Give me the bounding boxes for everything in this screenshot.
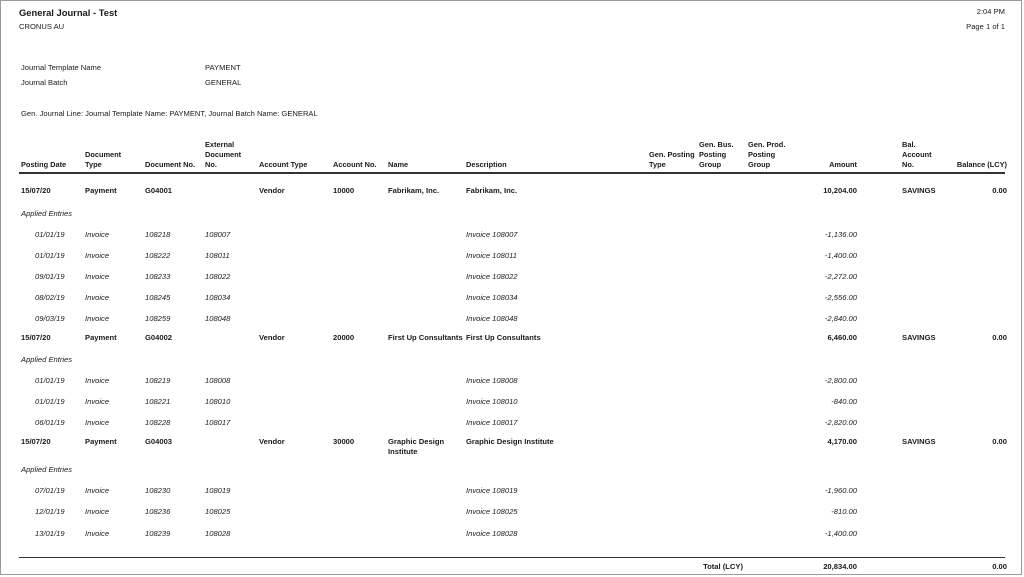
template-label: Journal Template Name [21, 63, 102, 72]
description: Graphic Design Institute [466, 437, 554, 446]
filter-text: Gen. Journal Line: Journal Template Name: PAYMENT, Journal Batch Name: GENERAL [21, 109, 318, 118]
entry-description: Invoice 108017 [466, 418, 518, 427]
balance-lcy: 0.00 [992, 333, 1007, 342]
entry-amount: -2,820.00 [824, 418, 857, 427]
entry-date: 07/01/19 [35, 486, 65, 495]
bal-account-no: SAVINGS [902, 186, 936, 195]
entry-ext-no: 108034 [205, 293, 231, 302]
entry-ext-no: 108010 [205, 397, 231, 406]
col-balance-lcy: Balance (LCY) [956, 160, 1007, 169]
entry-amount: -2,840.00 [824, 314, 857, 323]
entry-doc-type: Invoice [85, 376, 110, 385]
page-number: Page 1 of 1 [966, 22, 1005, 31]
entry-ext-no: 108019 [205, 486, 231, 495]
table-row [1, 186, 1023, 198]
entry-ext-no: 108025 [205, 507, 231, 516]
total-balance: 0.00 [992, 562, 1007, 571]
table-row [1, 251, 1023, 263]
entry-date: 01/01/19 [35, 251, 65, 260]
col-account-type: Account Type [259, 160, 308, 169]
entry-ext-no: 108028 [205, 529, 231, 538]
entry-amount: -1,400.00 [824, 251, 857, 260]
document-no: G04001 [145, 186, 173, 195]
col-gen-prod-posting-group: Gen. Prod. Posting Group [748, 140, 786, 169]
entry-doc-no: 108233 [145, 272, 171, 281]
document-type: Payment [85, 333, 117, 342]
entry-description: Invoice 108011 [466, 251, 517, 260]
entry-doc-type: Invoice [85, 486, 110, 495]
document-type: Payment [85, 437, 117, 446]
batch-value: GENERAL [205, 78, 242, 87]
col-posting-date: Posting Date [21, 160, 67, 169]
entry-ext-no: 108007 [205, 230, 231, 239]
entry-ext-no: 108022 [205, 272, 231, 281]
col-account-no: Account No. [333, 160, 377, 169]
entry-description: Invoice 108025 [466, 507, 518, 516]
entry-date: 01/01/19 [35, 230, 65, 239]
table-row [1, 529, 1023, 541]
bal-account-no: SAVINGS [902, 333, 936, 342]
entry-doc-no: 108236 [145, 507, 171, 516]
entry-description: Invoice 108022 [466, 272, 518, 281]
entry-description: Invoice 108028 [466, 529, 518, 538]
entry-description: Invoice 108007 [466, 230, 518, 239]
entry-amount: -2,272.00 [824, 272, 857, 281]
entry-doc-no: 108221 [145, 397, 171, 406]
entry-date: 01/01/19 [35, 376, 65, 385]
entry-amount: -2,800.00 [824, 376, 857, 385]
entry-amount: -1,400.00 [824, 529, 857, 538]
table-row [1, 397, 1023, 409]
entry-doc-no: 108218 [145, 230, 171, 239]
total-row [1, 562, 1023, 574]
entry-doc-type: Invoice [85, 293, 110, 302]
entry-doc-type: Invoice [85, 507, 110, 516]
entry-doc-no: 108230 [145, 486, 171, 495]
table-row [1, 437, 1023, 456]
entry-doc-type: Invoice [85, 397, 110, 406]
table-row [1, 333, 1023, 345]
entry-amount: -810.00 [831, 507, 857, 516]
col-gen-posting-type: Gen. Posting Type [649, 150, 695, 169]
col-document-no: Document No. [145, 160, 196, 169]
entry-description: Invoice 108048 [466, 314, 518, 323]
entry-amount: -1,960.00 [824, 486, 857, 495]
name: Graphic Design Institute [388, 437, 445, 456]
posting-date: 15/07/20 [21, 186, 51, 195]
report-title: General Journal - Test [19, 7, 118, 18]
company-name: CRONUS AU [19, 22, 65, 31]
entry-description: Invoice 108019 [466, 486, 518, 495]
table-row [1, 314, 1023, 326]
balance-lcy: 0.00 [992, 186, 1007, 195]
applied-entries-label: Applied Entries [21, 355, 73, 364]
entry-doc-no: 108245 [145, 293, 171, 302]
entry-ext-no: 108048 [205, 314, 231, 323]
table-row [1, 507, 1023, 519]
balance-lcy: 0.00 [992, 437, 1007, 446]
description: Fabrikam, Inc. [466, 186, 518, 195]
posting-date: 15/07/20 [21, 333, 51, 342]
entry-doc-no: 108219 [145, 376, 171, 385]
entry-ext-no: 108011 [205, 251, 230, 260]
total-label: Total (LCY) [703, 562, 743, 571]
entry-doc-type: Invoice [85, 251, 110, 260]
table-row [1, 418, 1023, 430]
entry-description: Invoice 108034 [466, 293, 518, 302]
entry-ext-no: 108017 [205, 418, 231, 427]
entry-date: 09/01/19 [35, 272, 65, 281]
applied-entries-label: Applied Entries [21, 209, 73, 218]
name: First Up Consultants [388, 333, 463, 342]
entry-date: 08/02/19 [35, 293, 65, 302]
account-no: 20000 [333, 333, 355, 342]
entry-amount: -1,136.00 [824, 230, 857, 239]
entry-doc-type: Invoice [85, 529, 110, 538]
entry-doc-type: Invoice [85, 314, 110, 323]
entry-amount: -840.00 [831, 397, 857, 406]
table-row [1, 486, 1023, 498]
entry-doc-no: 108228 [145, 418, 171, 427]
entry-doc-type: Invoice [85, 418, 110, 427]
name: Fabrikam, Inc. [388, 186, 440, 195]
entry-date: 09/03/19 [35, 314, 65, 323]
template-value: PAYMENT [205, 63, 241, 72]
posting-date: 15/07/20 [21, 437, 51, 446]
report-time: 2:04 PM [976, 7, 1005, 16]
entry-date: 01/01/19 [35, 397, 65, 406]
amount: 6,460.00 [827, 333, 857, 342]
total-amount: 20,834.00 [823, 562, 857, 571]
entry-doc-no: 108259 [145, 314, 171, 323]
col-description: Description [466, 160, 507, 169]
document-no: G04003 [145, 437, 173, 446]
entry-description: Invoice 108008 [466, 376, 518, 385]
entry-doc-no: 108239 [145, 529, 171, 538]
col-document-type: Document Type [85, 150, 122, 169]
account-no: 10000 [333, 186, 355, 195]
applied-entries-label: Applied Entries [21, 465, 73, 474]
entry-description: Invoice 108010 [466, 397, 518, 406]
batch-label: Journal Batch [21, 78, 68, 87]
entry-amount: -2,556.00 [824, 293, 857, 302]
col-gen-bus-posting-group: Gen. Bus. Posting Group [699, 140, 734, 169]
bal-account-no: SAVINGS [902, 437, 936, 446]
col-external-document-no: External Document No. [205, 140, 242, 169]
col-amount: Amount [829, 160, 857, 169]
document-type: Payment [85, 186, 117, 195]
amount: 4,170.00 [827, 437, 857, 446]
header-rule [19, 172, 1005, 174]
entry-ext-no: 108008 [205, 376, 231, 385]
entry-date: 13/01/19 [35, 529, 65, 538]
account-type: Vendor [259, 333, 285, 342]
account-type: Vendor [259, 186, 285, 195]
table-row [1, 376, 1023, 388]
total-rule [19, 557, 1005, 558]
entry-date: 12/01/19 [35, 507, 65, 516]
amount: 10,204.00 [823, 186, 857, 195]
entry-doc-type: Invoice [85, 230, 110, 239]
entry-date: 06/01/19 [35, 418, 65, 427]
entry-doc-type: Invoice [85, 272, 110, 281]
description: First Up Consultants [466, 333, 541, 342]
account-type: Vendor [259, 437, 285, 446]
entry-doc-no: 108222 [145, 251, 171, 260]
document-no: G04002 [145, 333, 173, 342]
account-no: 30000 [333, 437, 355, 446]
col-bal-account-no: Bal. Account No. [902, 140, 932, 169]
col-name: Name [388, 160, 409, 169]
table-row [1, 272, 1023, 284]
table-row [1, 230, 1023, 242]
table-row [1, 293, 1023, 305]
